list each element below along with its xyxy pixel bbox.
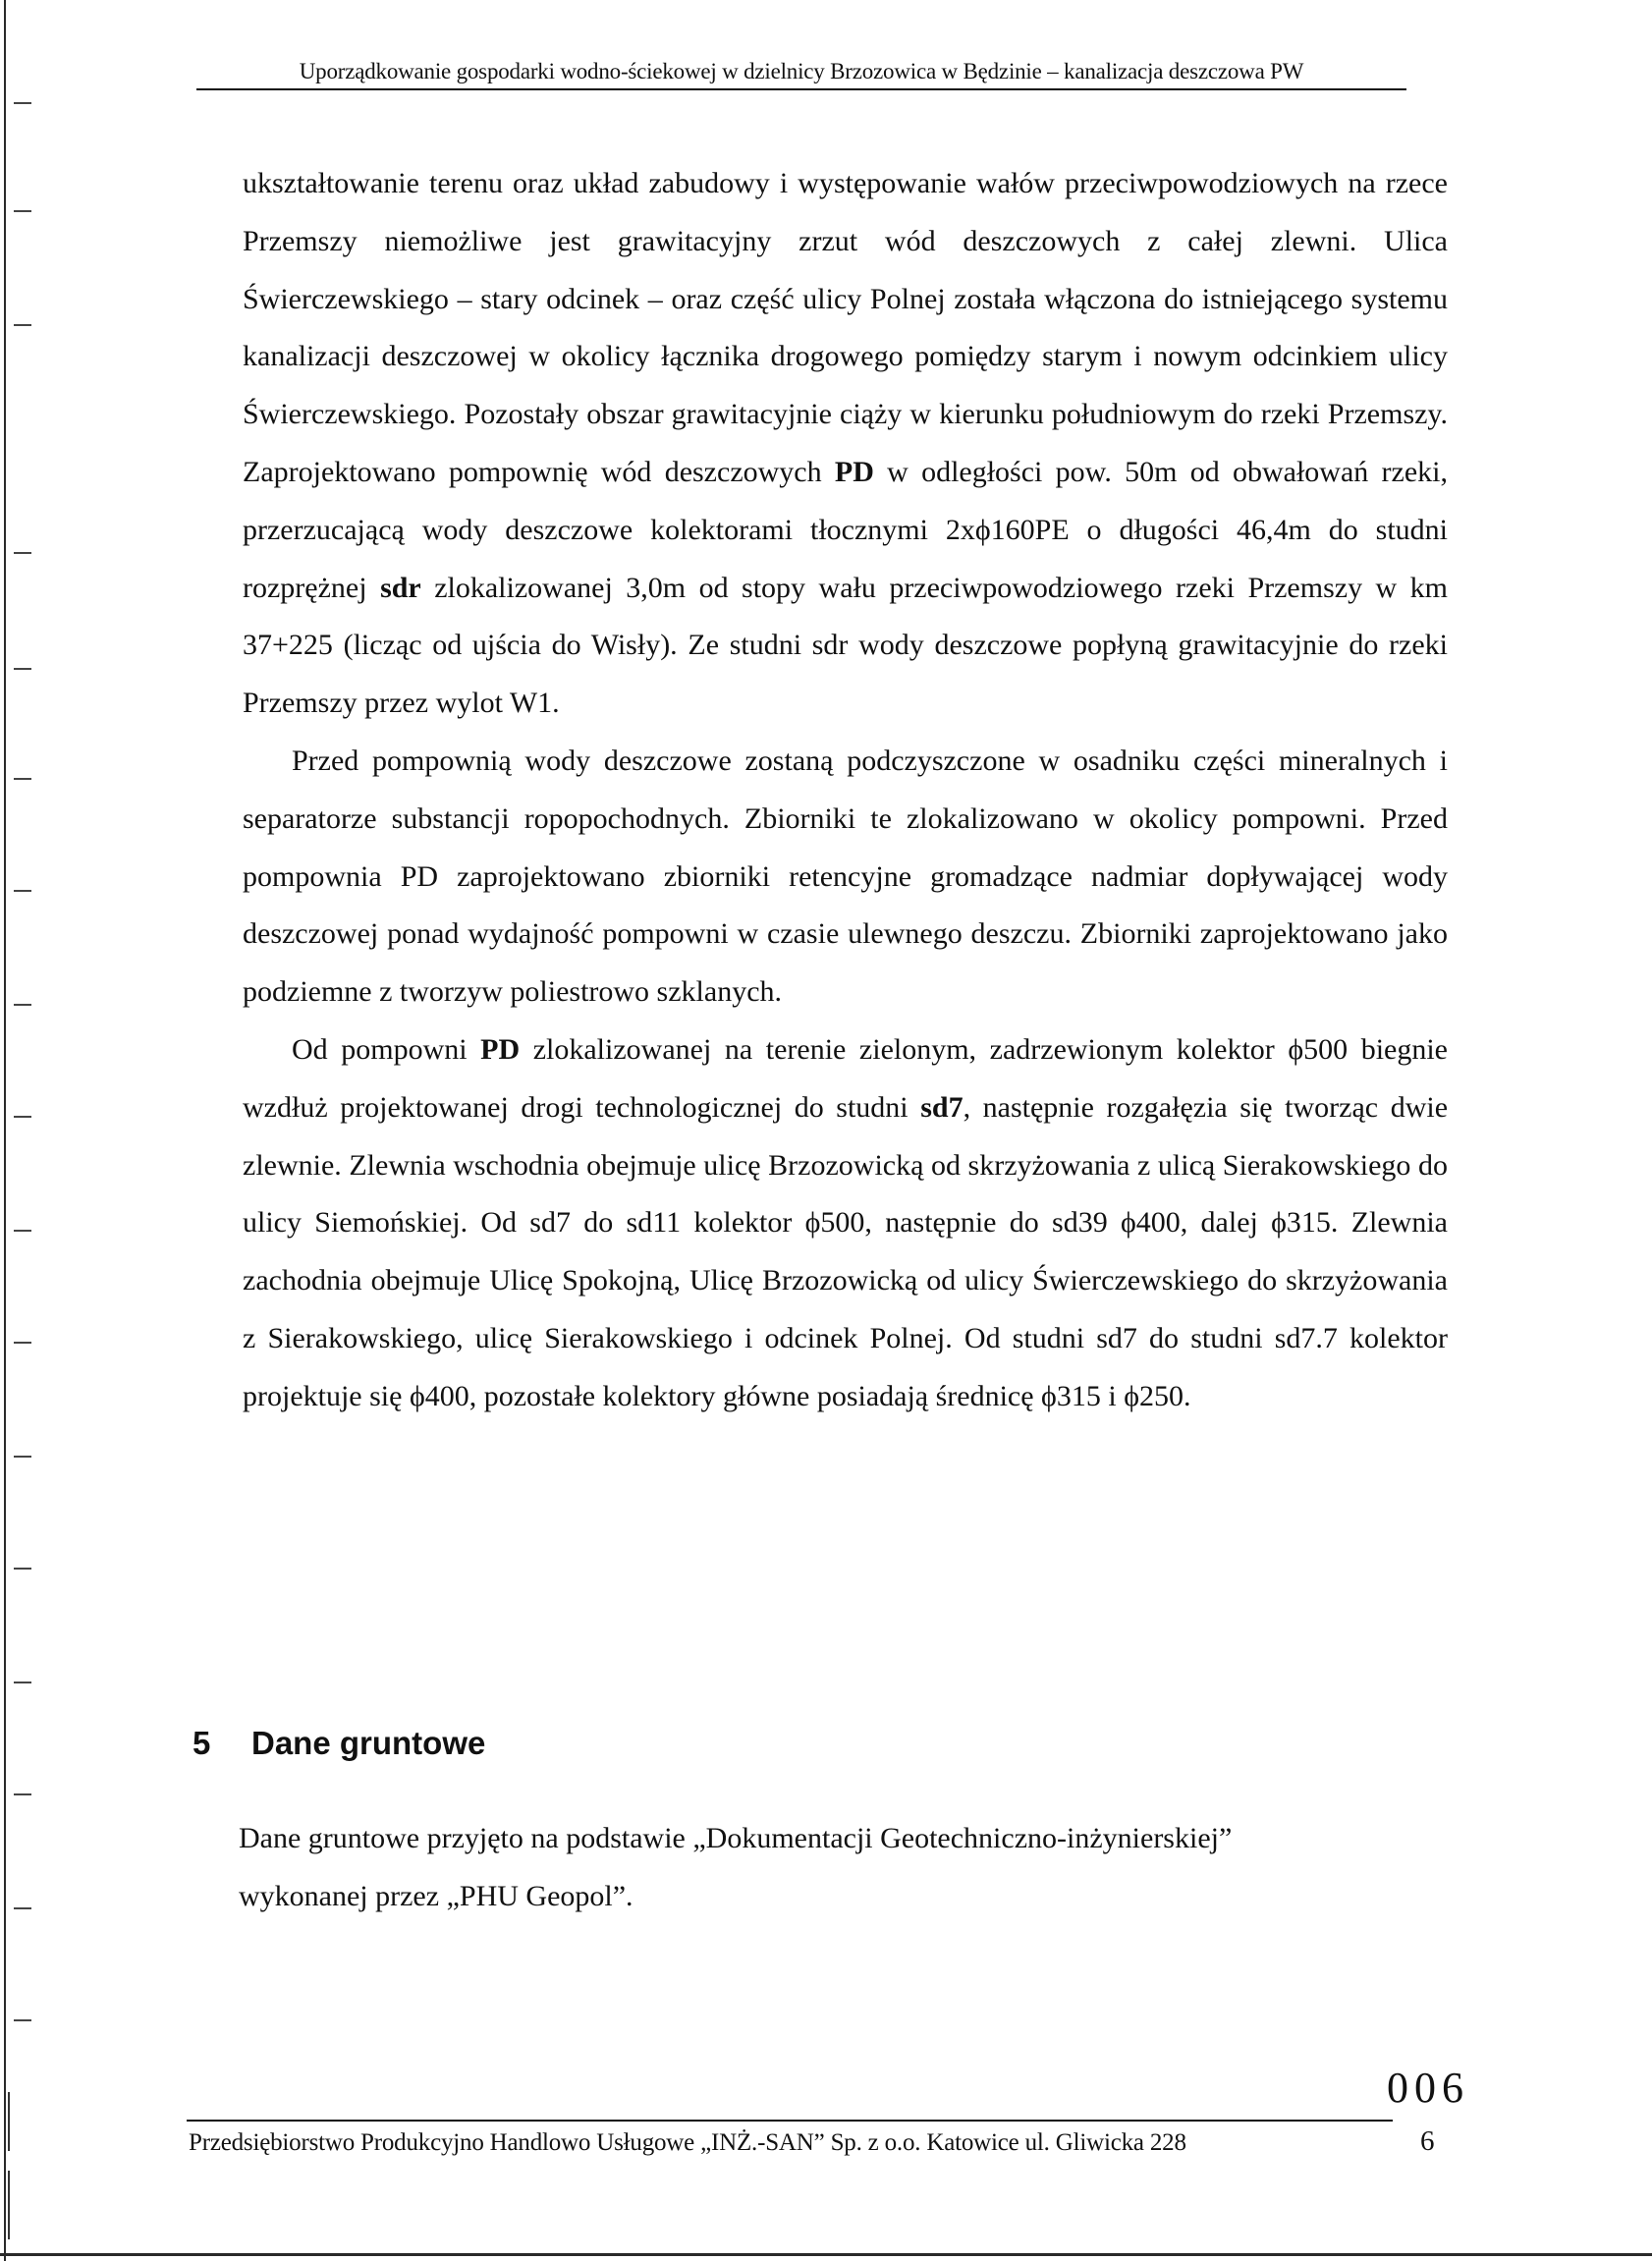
text-run: Przed pompownią wody deszczowe zostaną podczyszczone w osadniku części mineralnych i separatorze substancji ropopochodnych. Zbiorniki te zlokalizowano w okolicy pompowni. Przed pompownia PD zaprojektowano zbiorniki retencyjne gromadzące nadmiar dopływającej wody deszczowej ponad wydajność pompowni w czasie ulewnego deszczu. Zbiorniki zaprojektowano jako podziemne z tworzyw poliestrowo szklanych.: [243, 744, 1448, 1009]
section-text: [239, 1809, 1417, 1925]
bold-term: sd7: [920, 1090, 964, 1124]
document-stamp: 006: [1387, 2064, 1469, 2112]
scan-margin-mark: [14, 890, 31, 892]
text-run: , następnie rozgałęzia się tworząc dwie zlewnie. Zlewnia wschodnia obejmuje ulicę Brzozowicką od skrzyżowania z ulicą Sierakowskiego do ulicy Siemońskiej. Od sd7 do sd11 kolektor ϕ500, następnie do sd39 ϕ400, dalej ϕ315. Zlewnia zachodnia obejmuje Ulicę Spokojną, Ulicę Brzozowicką od ulicy Świerczewskiego do skrzyżowania z Sierakowskiego, ulicę Sierakowskiego i odcinek Polnej. Od studni sd7 do studni sd7.7 kolektor projektuje się ϕ400, pozostałe kolektory główne posiadają średnicę ϕ315 i ϕ250.: [243, 1090, 1449, 1412]
scan-margin-mark: [14, 552, 31, 554]
section-line: wykonanej przez „PHU Geopol”.: [239, 1880, 633, 1912]
body-paragraph: [243, 733, 1448, 1021]
body-paragraph: [243, 155, 1448, 733]
scan-bottom-edge: [0, 2253, 1652, 2256]
scan-margin-mark: [14, 778, 31, 780]
scan-margin-mark: [14, 1004, 31, 1006]
section-heading: [193, 1725, 485, 1762]
scan-margin-mark: [14, 1230, 31, 1232]
footer: Przedsiębiorstwo Produkcyjno Handlowo Usługowe „INŻ.-SAN” Sp. z o.o. Katowice ul. Gliwicka 228: [189, 2129, 1186, 2156]
text-run: zlokalizowanej 3,0m od stopy wału przeciwpowodziowego rzeki Przemszy w km 37+225 (licząc od ujścia do Wisły). Ze studni sdr wody deszczowe popłyną grawitacyjnie do rzeki Przemszy przez wylot W1.: [243, 571, 1449, 720]
page-number: 6: [1420, 2125, 1435, 2157]
section-number: 5: [193, 1725, 211, 1761]
scan-margin-mark: [14, 1342, 31, 1344]
scan-left-edge: [4, 0, 6, 2261]
text-run: Od pompowni: [292, 1032, 481, 1066]
text-run: zlokalizowanej na terenie zielonym, zadrzewionym kolektor ϕ500 biegnie wzdłuż projektowanej drogi technologicznej do studni: [243, 1032, 1448, 1124]
scan-margin-mark: [14, 1456, 31, 1458]
scan-margin-mark: [14, 2019, 31, 2021]
scan-margin-mark: [14, 1116, 31, 1118]
scan-margin-mark: [14, 1682, 31, 1683]
section-title: Dane gruntowe: [251, 1725, 486, 1761]
scan-margin-mark: [14, 1793, 31, 1795]
body-paragraph: [243, 1021, 1448, 1426]
bold-term: PD: [834, 455, 874, 488]
scan-margin-mark: [14, 668, 31, 670]
section-line: Dane gruntowe przyjęto na podstawie „Dokumentacji Geotechniczno-inżynierskiej”: [239, 1822, 1233, 1854]
scan-margin-mark: [8, 2171, 10, 2239]
text-run: ukształtowanie terenu oraz układ zabudowy i występowanie wałów przeciwpowodziowych na rzece Przemszy niemożliwe jest grawitacyjny zrzut wód deszczowych z całej zlewni. Ulica Świerczewskiego – stary odcinek – oraz część ulicy Polnej została włączona do istniejącego systemu kanalizacji deszczowej w okolicy łącznika drogowego pomiędzy starym i nowym odcinkiem ulicy Świerczewskiego. Pozostały obszar grawitacyjnie ciąży w kierunku południowym do rzeki Przemszy. Zaprojektowano pompownię wód deszczowych: [243, 167, 1448, 488]
scan-margin-mark: [14, 102, 31, 104]
body-text: [243, 155, 1448, 1426]
scan-margin-mark: [14, 210, 31, 212]
scan-margin-mark: [14, 1907, 31, 1909]
scan-margin-mark: [8, 2092, 10, 2151]
scan-margin-mark: [14, 1568, 31, 1570]
bold-term: sdr: [380, 571, 421, 604]
scan-margin-mark: [14, 324, 31, 326]
bold-term: PD: [480, 1032, 521, 1066]
text-run: w odległości pow. 50m od obwałowań rzeki, przerzucającą wody deszczowe kolektorami tłocznymi 2xϕ160PE o długości 46,4m do studni rozprężnej: [243, 455, 1448, 604]
running-header: Uporządkowanie gospodarki wodno-ściekowej w dzielnicy Brzozowica w Będzinie – kanalizacja deszczowa PW: [196, 59, 1406, 90]
footer-rule: [187, 2120, 1393, 2122]
